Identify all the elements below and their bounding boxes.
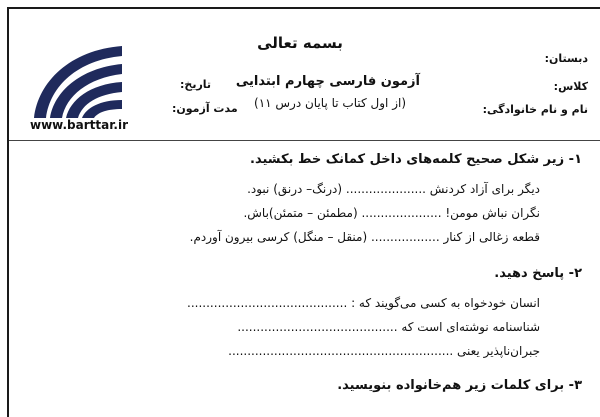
barttar-logo [30, 42, 122, 122]
class-label: کلاس: [553, 80, 588, 93]
question-3-title: ۳- برای کلمات زیر هم‌خانواده بنویسید. [337, 378, 582, 393]
date-label: تاریخ: [180, 78, 212, 91]
question-2-item-3: جبران‌ناپذیر یعنی ........................................................... [228, 344, 540, 358]
question-1-title: ۱- زیر شکل صحیح کلمه‌های داخل کمانک خط بکشید. [250, 152, 582, 167]
question-1-item-3: قطعه زغالی از کنار .................. (منقل – منگل) کرسی بیرون آوردم. [189, 230, 540, 244]
school-label: دبستان: [544, 52, 588, 65]
website-url: www.barttar.ir [30, 118, 129, 132]
question-1-item-1: دیگر برای آزاد کردنش ..................... (درنگ– درنق) نبود. [247, 182, 540, 196]
bismillah-heading: بسمه تعالی [257, 34, 343, 52]
header-divider [9, 140, 600, 141]
question-2-title: ۲- پاسخ دهید. [494, 266, 582, 281]
question-2-item-2: شناسنامه نوشته‌ای است که .......................................... [237, 320, 540, 334]
exam-subtitle: (از اول کتاب تا پایان درس ۱۱) [254, 96, 406, 110]
exam-title: آزمون فارسی چهارم ابتدایی [235, 74, 420, 89]
question-2-item-1: انسان خودخواه به کسی می‌گویند که : .......................................... [187, 296, 540, 310]
duration-label: مدت آزمون: [172, 102, 238, 115]
student-name-label: نام و نام خانوادگی: [482, 103, 588, 116]
question-1-item-2: نگران نباش مومن! ..................... (مطمئن – متمئن)باش. [243, 206, 540, 220]
